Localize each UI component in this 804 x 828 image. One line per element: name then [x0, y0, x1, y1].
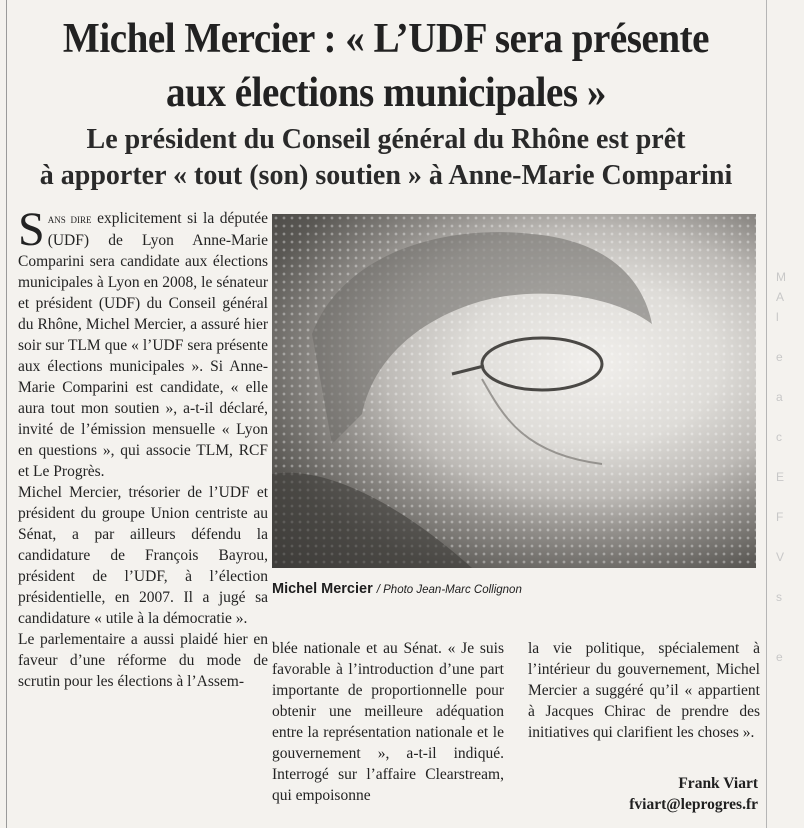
author-name: Frank Viart	[678, 775, 758, 792]
article-paragraph-2: Michel Mercier, trésorier de l’UDF et président du groupe Union centriste au Sénat, a par ailleurs défendu la candidature de François Bayrou, président de l’UDF, à l’élection présidentielle, en 2007. Il a jugé sa candidature « utile à la démocratie ».	[18, 484, 268, 627]
adjacent-column-bleed: M A l e a c E F V s e	[776, 270, 786, 664]
photo-caption	[272, 580, 756, 597]
subheadline-line-2: à apporter « tout (son) soutien » à Anne-Marie Comparini	[39, 160, 733, 191]
face-contour	[482, 379, 602, 464]
headline-line-1: Michel Mercier : « L’UDF sera présente	[62, 16, 710, 62]
lead-smallcaps: ans dire	[47, 212, 92, 226]
page-rule-right	[766, 0, 767, 828]
article-column-1	[18, 203, 268, 692]
portrait-photo	[272, 214, 756, 568]
portrait-illustration	[272, 214, 756, 568]
hair-shape	[312, 232, 652, 444]
drop-cap: S	[18, 203, 45, 256]
caption-name: Michel Mercier	[272, 581, 373, 597]
article-paragraph-3: Le parlementaire a aussi plaidé hier en faveur d’une réforme du mode de scrutin pour les élections à l’Assem-	[18, 631, 268, 690]
headline-line-2: aux élections municipales »	[166, 70, 606, 116]
caption-credit: / Photo Jean-Marc Collignon	[376, 584, 522, 596]
author-email: fviart@leprogres.fr	[629, 796, 758, 813]
subheadline-line-1: Le président du Conseil général du Rhône est prêt	[86, 124, 686, 155]
byline	[560, 774, 758, 816]
article-column-2	[272, 638, 504, 806]
column-3-text: la vie politique, spécialement à l’intérieur du gouvernement, Michel Mercier a suggéré qu’il « appartient à Jacques Chirac de prendre des initiatives qui clarifient les choses ».	[528, 640, 760, 741]
subheadline	[12, 122, 760, 194]
paragraph-1-text: explicitement si la députée (UDF) de Lyon Anne-Marie Comparini sera candidate aux élections municipales à Lyon en 2008, le sénateur et président (UDF) du Conseil général du Rhône, Michel Mercier, a assuré hier soir sur TLM que « l’UDF sera présente aux élections municipales ». Si Anne-Marie Comparini est candidate, « elle aura tout mon soutien », a-t-il déclaré, invité de l’émission mensuelle « Lyon en questions », qui associe TLM, RCF et Le Progrès.	[18, 210, 268, 480]
column-2-text: blée nationale et au Sénat. « Je suis favorable à l’introduction d’une part importante de proportionnelle pour obtenir une meilleure adéquation entre la représentation nationale et le gouvernement », a-t-il indiqué. Interrogé sur l’affaire Clearstream, qui empoisonne	[272, 640, 504, 804]
headline	[38, 12, 734, 120]
shoulder-shadow	[272, 473, 472, 568]
page-rule-left	[6, 0, 7, 828]
article-paragraph-1	[18, 203, 268, 482]
glasses-bridge	[452, 366, 484, 374]
glasses-lens-right	[482, 338, 602, 390]
article-column-3	[528, 638, 760, 743]
